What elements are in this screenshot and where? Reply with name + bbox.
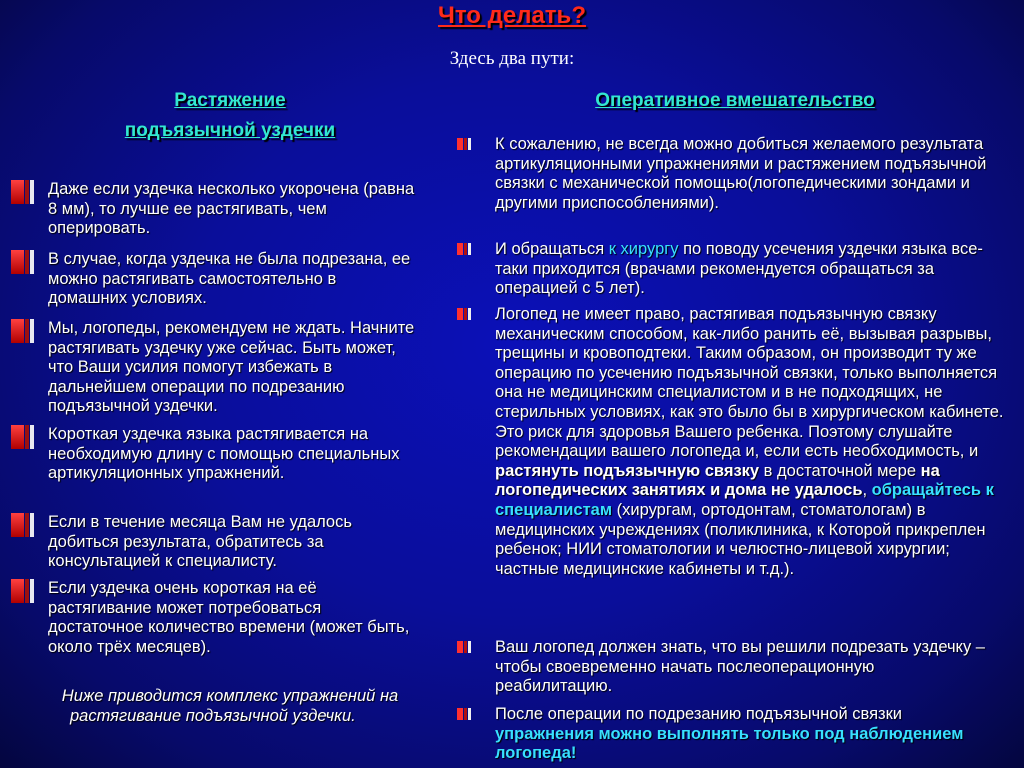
footer-line1: Ниже приводится комплекс упражнений на [61,687,399,705]
list-item [48,180,418,239]
list-item [48,579,418,657]
bullet-icon [457,308,471,320]
bullet-icon [457,138,471,150]
bullet-icon [457,243,471,255]
list-item [48,513,423,572]
bullet-icon [11,513,35,537]
list-item-text: И обращаться к хирургу по поводу усечения уздечки языка все-таки приходится (врачами рекомендуется обращаться за операцией с 5 лет). [495,240,983,298]
list-item [495,135,990,213]
list-item [495,705,990,764]
highlight-text: обращайтесь к специалистам [495,481,994,519]
list-item-text: Логопед не имеет право, растягивая подъязычную связку механическим способом, как-либо ранить её, вызывая разрывы, трещины и кровоподтеки. Таким образом, он производит ту же операцию по усечению подъязычной связки, только выполняется она не медицинским специалистом и в не подходящих, не стерильных условиях, как это было бы в хирургическом кабинете. Это риск для здоровья Вашего ребенка. Поэтому слушайте рекомендации вашего логопеда и, если есть необходимость, и растянуть подъязычную связку в достаточной мере на логопедических занятиях и дома не удалось, обращайтесь к специалистам (хирургам, ортодонтам, стоматологам) в медицинских учреждениях (поликлиника, к Которой прикреплен ребенок; НИИ стоматологии и челюстно-лицевой хирургии; частные медицинские кабинеты и т.д.). [495,305,1004,578]
list-item-text: После операции по подрезанию подъязычной связки упражнения можно выполнять только под наблюдением логопеда! [495,705,964,763]
list-item [48,425,423,484]
list-item-text: Если в течение месяца Вам не удалось добиться результата, обратитесь за консультацией к специалисту. [48,513,352,571]
page-subtitle: Здесь два пути: [449,48,575,69]
page-title: Что делать? [438,2,586,29]
list-item-text: Короткая уздечка языка растягивается на необходимую длину с помощью специальных артикуляционных упражнений. [48,425,400,483]
footer-line2: растягивание подъязычной уздечки. [70,707,356,725]
list-item [495,638,990,697]
bullet-icon [11,250,35,274]
list-item [495,240,990,299]
list-item-text: В случае, когда уздечка не была подрезана, ее можно растягивать самостоятельно в домашних условиях. [48,250,411,308]
left-footer-note [20,686,440,726]
list-item [48,319,418,417]
highlight-text: к хирургу [608,240,679,258]
bullet-icon [457,708,471,720]
list-item-text: Ваш логопед должен знать, что вы решили подрезать уздечку –чтобы своевременно начать послеоперационную реабилитацию. [495,638,985,696]
list-item [495,305,1010,579]
bullet-icon [457,641,471,653]
left-heading-line2: подъязычной уздечки [124,120,336,141]
list-item-text: Если уздечка очень короткая на её растягивание может потребоваться достаточное количество времени (может быть, около трёх месяцев). [48,579,410,656]
list-item-text: Даже если уздечка несколько укорочена (равна 8 мм), то лучше ее растягивать, чем оперировать. [48,180,415,238]
right-column-heading: Оперативное вмешательство [595,90,875,111]
bullet-icon [11,579,35,603]
list-item [48,250,418,309]
bullet-icon [11,425,35,449]
emphasis-text: растянуть подъязычную связку [495,461,760,480]
bullet-icon [11,180,35,204]
list-item-text: К сожалению, не всегда можно добиться желаемого результата артикуляционными упражнениями и растяжением подъязычной связки с механической помощью(логопедическими зондами и другими приспособлениями). [495,135,987,212]
bullet-icon [11,319,35,343]
left-column-heading [40,86,420,146]
emphasis-text: на логопедических занятиях и дома не удалось [495,461,940,500]
list-item-text: Мы, логопеды, рекомендуем не ждать. Начните растягивать уздечку уже сейчас. Быть может, что Ваши усилия помогут избежать в дальнейшем операции по подрезанию подъязычной уздечки. [48,319,415,416]
highlight-text: упражнения можно выполнять только под наблюдением логопеда! [495,724,964,763]
left-heading-line1: Растяжение [174,90,286,111]
